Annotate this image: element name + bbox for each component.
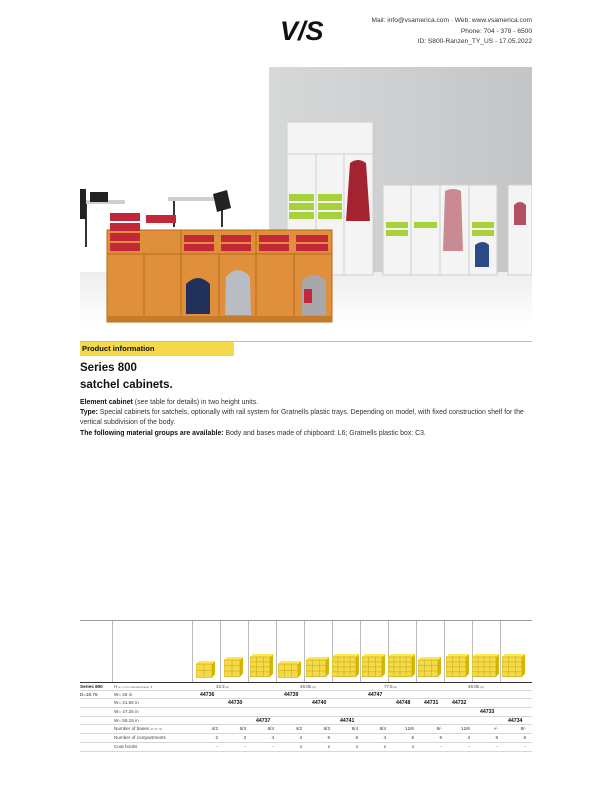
cabinet-icon bbox=[332, 654, 360, 681]
table-column-divider bbox=[192, 621, 193, 682]
table-column-divider bbox=[220, 621, 221, 682]
cabinet-icon bbox=[196, 661, 216, 681]
article-number: 44736 bbox=[200, 691, 215, 698]
spec-value: 4/2 bbox=[295, 726, 302, 732]
contact-mail: Mail: info@vsamerica.com · Web: www.vsamerica.com bbox=[371, 17, 532, 24]
article-number: 44737 bbox=[256, 717, 271, 724]
table-row bbox=[80, 734, 532, 743]
table-column-divider bbox=[112, 621, 113, 682]
product-photo bbox=[80, 67, 532, 326]
table-row bbox=[80, 699, 532, 708]
article-table bbox=[80, 620, 532, 752]
spec-value: 8 bbox=[523, 735, 526, 741]
height-group-label: 77.6 (H) bbox=[384, 684, 398, 689]
table-column-divider bbox=[360, 621, 361, 682]
vs-logo bbox=[280, 16, 332, 44]
spec-value: 8 bbox=[495, 735, 498, 741]
table-column-divider bbox=[304, 621, 305, 682]
spec-value: 4 bbox=[467, 735, 470, 741]
contact-block bbox=[372, 16, 532, 48]
table-column-divider bbox=[416, 621, 417, 682]
article-number: 44739 bbox=[284, 691, 299, 698]
table-icon-header bbox=[80, 620, 532, 682]
article-number: 44748 bbox=[396, 700, 411, 707]
depth-label: D=16.75 bbox=[80, 691, 98, 697]
table-row bbox=[80, 717, 532, 726]
spec-value: 6/3 bbox=[239, 726, 246, 732]
spec-value: 4 bbox=[271, 735, 274, 741]
spec-value: 4 bbox=[383, 735, 386, 741]
spec-value: 8 bbox=[355, 735, 358, 741]
table-column-divider bbox=[248, 621, 249, 682]
table-row bbox=[80, 708, 532, 717]
table-column-divider bbox=[500, 621, 501, 682]
cabinet-icon bbox=[278, 661, 302, 681]
article-number: 44730 bbox=[228, 700, 243, 707]
cabinet-icon bbox=[502, 654, 526, 681]
spec-value: 6 bbox=[411, 735, 414, 741]
spec-value: - bbox=[244, 743, 246, 749]
spec-value: x bbox=[411, 743, 414, 749]
table-body bbox=[80, 682, 532, 752]
table-column-divider bbox=[444, 621, 445, 682]
height-group-label: 48.05 (H) bbox=[468, 684, 484, 689]
description-paragraph-2: Type: Special cabinets for satchels, optionally with rail system for Gratnells plastic trays. Depending on model, with fixed construction shelf for the vertical subdivision of the body. bbox=[80, 409, 524, 427]
spec-label: Number of compartments bbox=[114, 735, 166, 741]
spec-value: x bbox=[327, 743, 330, 749]
spec-value: - bbox=[468, 743, 470, 749]
tall-cabinet-2 bbox=[383, 185, 497, 275]
spec-value: - bbox=[216, 743, 218, 749]
description-paragraph-1: Element cabinet (see table for details) in two height units. bbox=[80, 399, 259, 406]
cabinet-icon bbox=[388, 654, 416, 681]
table-row bbox=[80, 691, 532, 700]
height-group-label: 33.3 (H) bbox=[216, 684, 230, 689]
spec-value: 4/2 bbox=[211, 726, 218, 732]
spec-value: x bbox=[355, 743, 358, 749]
spec-value: - bbox=[440, 743, 442, 749]
spec-value: - bbox=[272, 743, 274, 749]
product-subtitle: satchel cabinets. bbox=[80, 379, 173, 391]
article-number: 44741 bbox=[340, 717, 355, 724]
spec-value: 8/- bbox=[520, 726, 526, 732]
width-label: W= 28 in bbox=[114, 691, 133, 697]
table-column-divider bbox=[276, 621, 277, 682]
cabinet-icon bbox=[224, 657, 244, 681]
document-id: ID: S800-Ranzen_TY_US - 17.05.2022 bbox=[417, 38, 532, 45]
spec-value: - bbox=[524, 743, 526, 749]
spec-value: 8/4 bbox=[267, 726, 274, 732]
width-label: W= 47.25 in bbox=[114, 709, 139, 715]
section-tag: Product information bbox=[80, 342, 234, 356]
cabinet-icon bbox=[362, 654, 386, 681]
spec-value: 3 bbox=[243, 735, 246, 741]
cabinet-icon bbox=[472, 654, 500, 681]
spec-label: Number of bases (H / D / S) bbox=[114, 726, 163, 732]
spec-value: 8/4 bbox=[379, 726, 386, 732]
product-description bbox=[80, 398, 532, 439]
spec-value: 2 bbox=[215, 735, 218, 741]
height-group-label: 48.05 (H) bbox=[300, 684, 316, 689]
width-label: W= 55.15 in bbox=[114, 717, 139, 723]
spec-value: x bbox=[383, 743, 386, 749]
spec-value: -/- bbox=[493, 726, 498, 732]
width-label: W= 41.55 in bbox=[114, 700, 139, 706]
spec-value: 6/- bbox=[436, 726, 442, 732]
spec-value: 8/4 bbox=[351, 726, 358, 732]
series-label: Series 800 bbox=[80, 684, 103, 689]
cabinet-icon bbox=[306, 657, 330, 681]
spec-value: x bbox=[299, 743, 302, 749]
article-number: 44731 bbox=[424, 700, 439, 707]
spec-value: 4 bbox=[299, 735, 302, 741]
article-number: 44734 bbox=[508, 717, 523, 724]
spec-value: 6 bbox=[327, 735, 330, 741]
table-row bbox=[80, 743, 532, 752]
table-row bbox=[80, 725, 532, 734]
article-number: 44732 bbox=[452, 700, 467, 707]
spec-value: 12/6 bbox=[405, 726, 414, 732]
cabinet-icon bbox=[250, 654, 274, 681]
spec-label: Coat hooks bbox=[114, 743, 138, 749]
contact-phone: Phone: 704 - 378 - 6500 bbox=[460, 27, 532, 35]
article-number: 44733 bbox=[480, 709, 495, 716]
cabinet-icon bbox=[418, 657, 442, 681]
cabinet-icon bbox=[446, 654, 470, 681]
logo-text: V/S bbox=[280, 16, 324, 44]
height-label: H (in / m for standard base) ▼ bbox=[114, 684, 153, 689]
spec-value: 6 bbox=[439, 735, 442, 741]
article-number: 44747 bbox=[368, 691, 383, 698]
table-row bbox=[80, 682, 532, 691]
spec-value: - bbox=[496, 743, 498, 749]
description-paragraph-3: The following material groups are available: Body and bases made of chipboard: L6; Gratnells plastic box: C3. bbox=[80, 429, 426, 437]
spec-value: 6/3 bbox=[323, 726, 330, 732]
article-number: 44740 bbox=[312, 700, 327, 707]
product-series-title: Series 800 bbox=[80, 362, 137, 374]
spec-value: 12/6 bbox=[461, 726, 470, 732]
